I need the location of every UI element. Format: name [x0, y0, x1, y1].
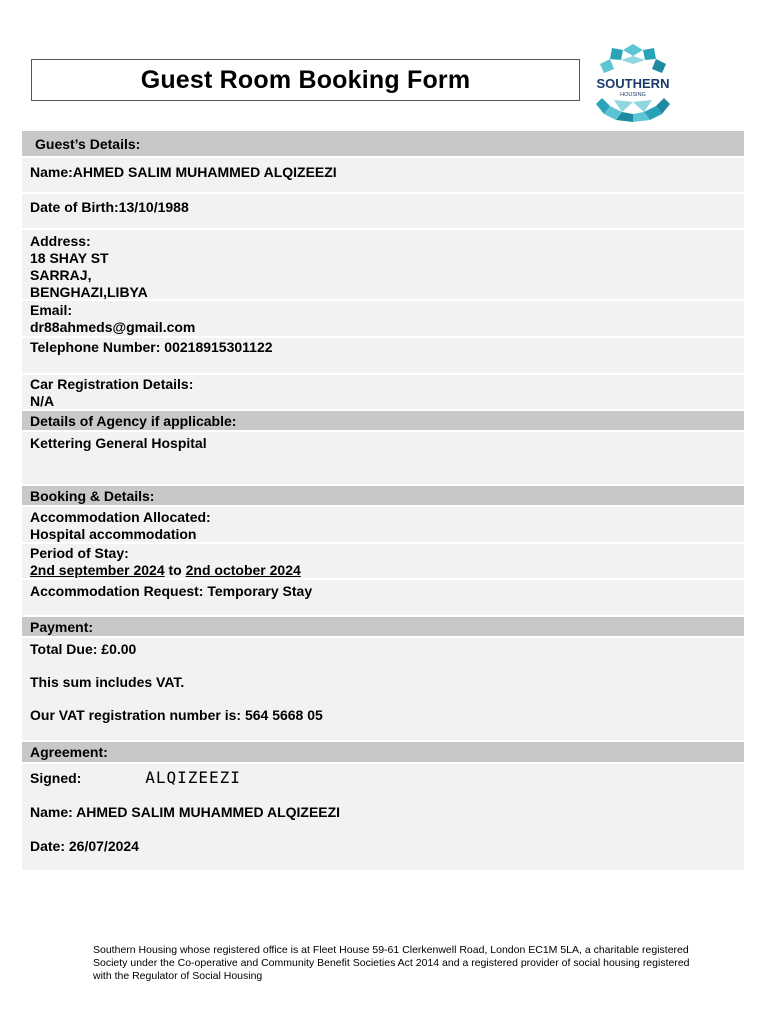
- agency-row: [22, 432, 744, 486]
- signed-label: Signed:: [30, 770, 82, 786]
- accommodation-request: Accommodation Request: Temporary Stay: [30, 583, 313, 599]
- payment-label: Payment:: [30, 618, 94, 635]
- agreement-row: [22, 764, 744, 872]
- southern-housing-logo: [590, 42, 676, 124]
- address-row: [22, 230, 744, 301]
- accommodation-row: [22, 507, 744, 544]
- email-row: [22, 301, 744, 338]
- signature: ALQIZEEZI: [145, 768, 241, 787]
- address-line-2: SARRAJ,: [30, 267, 92, 283]
- period-label: Period of Stay:: [30, 545, 129, 561]
- agreement-date: Date: 26/07/2024: [30, 838, 139, 854]
- email-label: Email:: [30, 302, 73, 318]
- logo-subtext: HOUSING: [620, 92, 646, 98]
- booking-details-header: [22, 486, 744, 507]
- guest-name: Name:AHMED SALIM MUHAMMED ALQIZEEZI: [30, 164, 337, 180]
- guest-details-header: [22, 131, 744, 158]
- page-title: Guest Room Booking Form: [140, 65, 471, 94]
- car-registration-label: Car Registration Details:: [30, 376, 194, 392]
- telephone-number: Telephone Number: 00218915301122: [30, 339, 273, 355]
- form-title-box: [31, 59, 580, 101]
- car-registration-value: N/A: [30, 393, 55, 409]
- address-line-1: 18 SHAY ST: [30, 250, 109, 266]
- footer-legal-text: Southern Housing whose registered office is at Fleet House 59-61 Clerkenwell Road, London EC1M 5LA, a charitable registered Society under the Co-operative and Community Benefit Societies Act 2014 and a registered provider of social housing registered with the Regulator of Social Housing: [93, 944, 690, 982]
- period-value: [30, 562, 736, 579]
- accommodation-request-row: [22, 580, 744, 617]
- booking-details-label: Booking & Details:: [30, 487, 155, 504]
- dob-row: [22, 194, 744, 230]
- agreement-label: Agreement:: [30, 744, 108, 760]
- period-of-stay-row: [22, 544, 744, 580]
- period-end: 2nd october 2024: [185, 562, 301, 578]
- agency-label: Details of Agency if applicable:: [30, 412, 237, 429]
- date-of-birth: Date of Birth:13/10/1988: [30, 199, 189, 215]
- accommodation-label: Accommodation Allocated:: [30, 509, 211, 525]
- guest-details-label: Guest’s Details:: [35, 135, 141, 152]
- telephone-row: [22, 338, 744, 375]
- logo-icon: [590, 42, 676, 124]
- booking-form: [22, 131, 744, 872]
- email-value: dr88ahmeds@gmail.com: [30, 319, 196, 335]
- payment-header: [22, 617, 744, 638]
- period-start: 2nd september 2024: [30, 562, 165, 578]
- address-label: Address:: [30, 233, 91, 249]
- agreement-name: Name: AHMED SALIM MUHAMMED ALQIZEEZI: [30, 804, 341, 820]
- agreement-header: [22, 742, 744, 764]
- agency-header: [22, 411, 744, 432]
- total-due: Total Due: £0.00: [30, 641, 137, 657]
- vat-note: This sum includes VAT.: [30, 674, 185, 690]
- guest-name-row: [22, 158, 744, 194]
- signed-line: [30, 769, 736, 787]
- period-to: to: [168, 562, 182, 578]
- logo-wordmark: SOUTHERN: [596, 76, 670, 91]
- car-registration-row: [22, 375, 744, 411]
- agency-value: Kettering General Hospital: [30, 435, 207, 451]
- vat-number: Our VAT registration number is: 564 5668 05: [30, 707, 323, 723]
- payment-row: [22, 638, 744, 742]
- address-line-3: BENGHAZI,LIBYA: [30, 284, 148, 300]
- accommodation-value: Hospital accommodation: [30, 526, 197, 542]
